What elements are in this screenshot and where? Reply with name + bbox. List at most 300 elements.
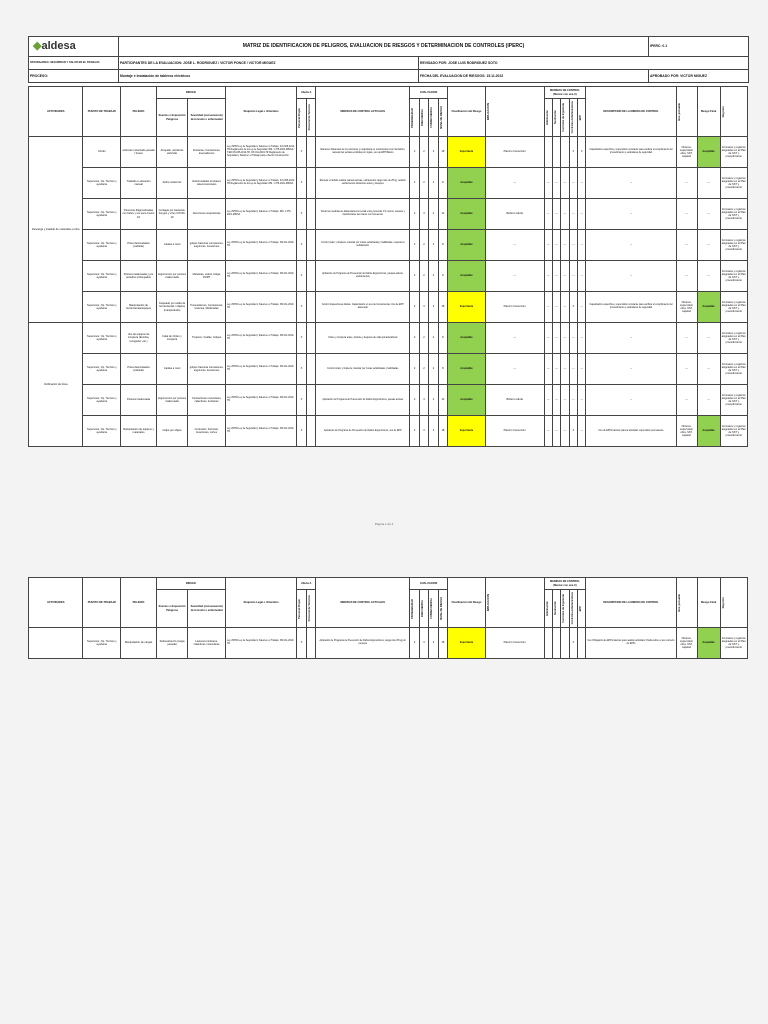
cell-pt (306, 416, 315, 447)
col-eventos: Eventos o Exposición Peligrosa (156, 99, 187, 137)
cell-evento: Golpe por objeto (156, 416, 187, 447)
cell-puesto: Supervisor, Op. Técnico y ayudante (83, 261, 121, 292)
cell-impl: Bioferro Alerta (485, 385, 544, 416)
cell-adm: X (569, 292, 577, 323)
cell-puesto: Supervisor, Op. Técnico y ayudante (83, 385, 121, 416)
cell-impl: Bioferro Alerta (485, 199, 544, 230)
cell-p: 2 (410, 261, 419, 292)
cell-ing: --- (561, 416, 569, 447)
cell-peligro: Postura inadecuada y por periodos prolongados (121, 261, 157, 292)
col-sustitucion: Sustitución (552, 590, 560, 628)
cell-f: 3 (419, 628, 428, 659)
col-clasificacion: Clasificación del Riesgo (448, 578, 486, 628)
col-evaluacion: EVALUACION (410, 578, 448, 590)
cell-p: 2 (410, 385, 419, 416)
cell-f: 2 (419, 230, 428, 261)
cell-eli: --- (544, 323, 552, 354)
cell-med: Aplicación de Programa de Prevención de Daños Ergonómicos, carga máx 25 kg por persona (316, 628, 410, 659)
col-probabilidad: PROBABILIDAD (410, 590, 419, 628)
cell-fin: --- (697, 354, 720, 385)
cell-fin: Aceptable (697, 292, 720, 323)
cell-impl: --- (485, 230, 544, 261)
cell-adm: --- (569, 354, 577, 385)
cell-fin: Aceptable (697, 137, 720, 168)
cell-evento: Golpeado por caída de herramientas / objetos (manipulando) (156, 292, 187, 323)
cell-ing (561, 628, 569, 659)
col-administrativos: Controles Administrativos (569, 590, 577, 628)
cell-ing: --- (561, 354, 569, 385)
cell-req: Ley 29783 Ley de Seguridad y Salud en el Trabajo. DS 011-2019-TR (225, 292, 296, 323)
cell-pt (306, 230, 315, 261)
col-peligro: PELIGRO (121, 578, 157, 628)
cell-sev: Tropiezo, Caídas, Golpes (188, 323, 226, 354)
cell-n: 18 (438, 416, 447, 447)
cell-peligro: Postura inadecuada (121, 385, 157, 416)
table-row (29, 416, 748, 447)
cell-eli: --- (544, 385, 552, 416)
cell-sus: --- (552, 323, 560, 354)
cell-ing: --- (561, 230, 569, 261)
cell-med: Control orden y limpieza, transitar por zonas señalizadas y habilitadas, respetar la señalización (316, 230, 410, 261)
cell-puesto: Supervisor, Op. Técnico y ayudante (83, 168, 121, 199)
table-row (29, 323, 748, 354)
cell-med: Aplicación de Programa de Prevención de Daños Ergonómicos, pausas activas, estiramientos (316, 261, 410, 292)
company-logo: ◆aldesa (29, 37, 119, 57)
cell-evento: Contagio por bacterias, hongos y virus COVID-19 (156, 199, 187, 230)
cell-epp: --- (578, 168, 586, 199)
cell-p: 2 (410, 199, 419, 230)
cell-med: Aplicación de Programa de Prevención de Daños Ergonómicos, uso de EPP (316, 416, 410, 447)
col-eliminacion: Eliminación (544, 99, 552, 137)
cell-reg: Formatos y registros asignados en el Plan de SST y procedimiento (720, 230, 747, 261)
cell-clas: Aceptable (448, 323, 486, 354)
cell-req: Ley 29783 Ley de Seguridad y Salud en el Trabajo. DS 011-2019-TR (225, 230, 296, 261)
cell-sev: Lesiones lumbares, calambres musculares (188, 628, 226, 659)
cell-med: Control inspecciones diarias. Capacitación en uso de herramientas. Uso de EPP adecuado (316, 292, 410, 323)
cell-clas: Importante (448, 416, 486, 447)
cell-f: 2 (419, 261, 428, 292)
col-riesgo: RIESGO (156, 87, 225, 99)
cell-p: 2 (410, 137, 419, 168)
col-personal-propio: Personal Propio (297, 99, 306, 137)
cell-desc: --- (586, 385, 676, 416)
col-sustitucion: Sustitución (552, 99, 560, 137)
table-row (29, 199, 748, 230)
cell-pp: X (297, 199, 306, 230)
cell-n: 8 (438, 261, 447, 292)
cell-req: Ley 29783 Ley de Seguridad y Salud en el Trabajo. DS 011-2019-TR (225, 385, 296, 416)
cell-p: 2 (410, 230, 419, 261)
cell-ing: --- (561, 292, 569, 323)
cell-c: 3 (429, 628, 438, 659)
cell-sev: Molestias, estrés, fatiga, DORT (188, 261, 226, 292)
cell-pt (306, 168, 315, 199)
col-nivel: NIVEL DE RIESGO (438, 99, 447, 137)
cell-ing (561, 137, 569, 168)
cell-pp: X (297, 385, 306, 416)
cell-sus: --- (552, 354, 560, 385)
cell-n: 12 (438, 199, 447, 230)
cell-f: 3 (419, 416, 428, 447)
col-personal-terceros: Personal de Terceros (306, 99, 315, 137)
cell-fin: --- (697, 261, 720, 292)
cell-reg: Formatos y registros asignados en el Plan de SST y procedimiento (720, 323, 747, 354)
cell-eli: --- (544, 354, 552, 385)
col-severidad: Severidad (consecuencia) de la lesión o enfermedad (188, 590, 226, 628)
cell-pp: X (297, 292, 306, 323)
cell-epp: --- (578, 354, 586, 385)
col-afecta: Afecta A (297, 578, 316, 590)
cell-clas: Importante (448, 628, 486, 659)
col-frecuencia: FRECUENCIA (419, 99, 428, 137)
cell-eli: --- (544, 168, 552, 199)
cell-p: 2 (410, 416, 419, 447)
cell-reg: Formatos y registros asignados en el Plan de SST y procedimiento (720, 261, 747, 292)
cell-sus: --- (552, 292, 560, 323)
col-clasificacion: Clasificación del Riesgo (448, 87, 486, 137)
cell-epp (578, 628, 586, 659)
table-row (29, 137, 748, 168)
cell-pt (306, 137, 315, 168)
cell-fin: --- (697, 230, 720, 261)
table-row (29, 168, 748, 199)
cell-peligro: Personas diagnosticadas con fiebre y tos seca Covid-19 (121, 199, 157, 230)
cell-f: 3 (419, 292, 428, 323)
iperc-sheet-page-1 (28, 36, 748, 447)
col-eventos: Eventos o Exposición Peligrosa (156, 590, 187, 628)
col-consecuencia: CONSECUENCIA (429, 99, 438, 137)
cell-adm: --- (569, 230, 577, 261)
cell-fin: Aceptable (697, 628, 720, 659)
cell-f: 3 (419, 385, 428, 416)
cell-peligro: Pisos desnivelados (calzada) (121, 230, 157, 261)
matrix-title: MATRIZ DE IDENTIFICACION DE PELIGROS, EVALUACION DE RIESGOS Y DETERMINACION DE CONTROLES (IPERC) (119, 37, 649, 57)
cell-f: 2 (419, 354, 428, 385)
version-code: IPERC: 0.1 (649, 37, 749, 57)
col-peligro: PELIGRO (121, 87, 157, 137)
cell-act (29, 628, 83, 659)
cell-puesto: Supervisor, Op. Técnico y ayudante (83, 230, 121, 261)
cell-fin: --- (697, 385, 720, 416)
col-puesto: PUESTO DE TRABAJO (83, 578, 121, 628)
table-row (29, 385, 748, 416)
col-requisito: Requisito Legal o Voluntario (225, 578, 296, 628)
cell-fin: --- (697, 168, 720, 199)
cell-c: 2 (429, 168, 438, 199)
cell-sus (552, 137, 560, 168)
cell-evento: Atropello, accidente vehicular (156, 137, 187, 168)
cell-sus: --- (552, 168, 560, 199)
cell-desc: --- (586, 323, 676, 354)
cell-puesto: Supervisor, Op. Técnico y ayudante (83, 292, 121, 323)
cell-puesto: Supervisor, Op. Técnico y ayudante (83, 199, 121, 230)
cell-resp: --- (676, 261, 697, 292)
table-row (29, 628, 748, 659)
cell-pt (306, 323, 315, 354)
cell-clas: Aceptable (448, 385, 486, 416)
cell-evento: Ergonómico por postura inadecuada (156, 261, 187, 292)
cell-clas: Aceptable (448, 168, 486, 199)
cell-resp: --- (676, 323, 697, 354)
cell-reg: Formatos y registros asignados en el Plan de SST y procedimiento (720, 292, 747, 323)
cell-resp: Obreros, supervisión obra, SST, capataz (676, 416, 697, 447)
cell-pp: X (297, 137, 306, 168)
cell-impl: --- (485, 354, 544, 385)
cell-epp: --- (578, 323, 586, 354)
col-consecuencia: CONSECUENCIA (429, 590, 438, 628)
col-evaluacion: EVALUACION (410, 87, 448, 99)
cell-c: 2 (429, 385, 438, 416)
col-registro: Reg istro (720, 578, 747, 628)
cell-pp: X (297, 416, 306, 447)
col-responsable: Res. ponsable (676, 87, 697, 137)
col-ingenieria: Controles de Ingeniería (561, 99, 569, 137)
cell-puesto: Supervisor, Op. Técnico y ayudante (83, 354, 121, 385)
cell-ing: --- (561, 385, 569, 416)
cell-c: 3 (429, 137, 438, 168)
page-footer: Página 1 de 2 (374, 522, 394, 526)
cell-peligro: vehículo motorizado pesado / buses (121, 137, 157, 168)
col-puesto: PUESTO DE TRABAJO (83, 87, 121, 137)
table-row (29, 354, 748, 385)
cell-epp: --- (578, 230, 586, 261)
cell-sev: Enfermedades lumbares osteomusculares (188, 168, 226, 199)
cell-sev: Contusión, fracturas, luxaciones, cortes (188, 416, 226, 447)
cell-ing: --- (561, 323, 569, 354)
col-riesgo-final: Riesgo Final (697, 578, 720, 628)
cell-adm: --- (569, 323, 577, 354)
col-epp: EPP (578, 99, 586, 137)
iperc-header-table (28, 36, 749, 83)
cell-req: Ley 29783 Ley de Seguridad y Salud en el Trabajo. DS 011-2019-TR (225, 323, 296, 354)
cell-pp: X (297, 354, 306, 385)
cell-req: Ley 29783 Ley de Seguridad y Salud en el Trabajo. D.S.005-2012-TR Reglamento de la Ley de Seguridad. RM. 1 375-2021-MINSA (225, 168, 296, 199)
process-label: PROCESO: (29, 70, 119, 83)
cell-resp: --- (676, 199, 697, 230)
cell-clas: Importante (448, 292, 486, 323)
cell-pt (306, 292, 315, 323)
cell-adm: --- (569, 199, 577, 230)
cell-desc: --- (586, 354, 676, 385)
cell-act: Verificación del Área (29, 323, 83, 447)
evaluation-date: FECHA DEL EVALUACION DE RIESGOS: 15.11.2022 (419, 70, 649, 83)
iperc-main-table-page-2 (28, 577, 748, 659)
cell-impl: Plan/no Corrección (485, 292, 544, 323)
cell-reg: Formatos y registros asignados en el Plan de SST y procedimiento (720, 416, 747, 447)
cell-resp: Obreros, supervisión obra, SST, capataz (676, 628, 697, 659)
cell-fin: --- (697, 323, 720, 354)
cell-req: Ley 29783 Ley de Seguridad y Salud en el Trabajo. DS 011-2019-TR (225, 261, 296, 292)
cell-adm: --- (569, 168, 577, 199)
cell-sev: golpes fracturas contusiones, esguinces, luxaciones (188, 354, 226, 385)
col-descripcion: DESCRIPCION DE LA MEDIDA DE CONTROL (586, 87, 676, 137)
cell-req: Ley 29783 Ley de Seguridad y Salud en el Trabajo. D.S.005-2012-TR Reglamento de la Ley de Seguridad. RM. 1 375-2021-MINSA / T.ED DS.005-2012-TR. DS 011-2019-TR Reglamento de Seguridad y Salud en el Trabajo para el Sector Construcción (225, 137, 296, 168)
cell-reg: Formatos y registros asignados en el Plan de SST y procedimiento (720, 385, 747, 416)
table-row (29, 261, 748, 292)
cell-fin: --- (697, 199, 720, 230)
cell-epp: --- (578, 261, 586, 292)
cell-f: 2 (419, 168, 428, 199)
cell-fin: Aceptable (697, 416, 720, 447)
cell-adm: X (569, 137, 577, 168)
cell-med: Mantener distancias de los camiones y maquinaria en movimientos (con Semáforo, respetar las señales emitidas por vigías, uso de EPP Básico (316, 137, 410, 168)
cell-clas: Aceptable (448, 354, 486, 385)
cell-impl: Plan/no Corrección (485, 416, 544, 447)
cell-clas: Aceptable (448, 230, 486, 261)
cell-req: Ley 29783 Ley de Seguridad y Salud en el Trabajo. DS 011-2019-TR (225, 628, 296, 659)
cell-pp: X (297, 168, 306, 199)
col-medidas: MEDIDAS DE CONTROL ACTUALES (316, 578, 410, 628)
col-implicacion: IMPLICACION (485, 578, 544, 628)
cell-n: 12 (438, 385, 447, 416)
cell-evento: Ergonómico por postura inadecuada (156, 385, 187, 416)
cell-peligro: Manipulación de equipos y materiales (121, 416, 157, 447)
cell-peligro: Manipulación de cargas (121, 628, 157, 659)
cell-n: 8 (438, 168, 447, 199)
cell-pp: X (297, 230, 306, 261)
cell-clas: Aceptable (448, 199, 486, 230)
cell-p: 2 (410, 323, 419, 354)
cell-reg: Formatos y registros asignados en el Plan de SST y procedimiento (720, 354, 747, 385)
col-medidas: MEDIDAS DE CONTROL ACTUALES (316, 87, 410, 137)
cell-req: Ley 29783 Ley de Seguridad y Salud en el Trabajo. DS 011-2019-TR (225, 354, 296, 385)
cell-epp: X (578, 137, 586, 168)
table-body (29, 137, 748, 447)
cell-resp: --- (676, 385, 697, 416)
col-requisito: Requisito Legal o Voluntario (225, 87, 296, 137)
table-header (29, 87, 748, 137)
cell-desc: Capacitación específica y supervisión constante para verificar el cumplimiento del procedimiento y estándares de seguridad (586, 137, 676, 168)
cell-epp: --- (578, 199, 586, 230)
cell-epp: --- (578, 292, 586, 323)
cell-evento: Caídas a nivel (156, 354, 187, 385)
cell-f: 3 (419, 199, 428, 230)
process-name: Montaje e Instalación de tableros eléctricos (119, 70, 419, 83)
cell-desc: --- (586, 230, 676, 261)
cell-ing: --- (561, 199, 569, 230)
cell-sus: --- (552, 230, 560, 261)
cell-sev: Fracturas, Contusiones, traumatismos (188, 137, 226, 168)
cell-reg: Formatos y registros asignados en el Plan de SST y procedimiento (720, 137, 747, 168)
cell-reg: Formatos y registros asignados en el Plan de SST y procedimiento (720, 199, 747, 230)
cell-desc: Uso Obligatorio de EPPs básicos para realizar actividad. Charla sobre el uso correcto de EPPs (586, 628, 676, 659)
cell-pt (306, 199, 315, 230)
cell-p: 2 (410, 292, 419, 323)
cell-eli (544, 628, 552, 659)
cell-adm: X (569, 416, 577, 447)
cell-desc: --- (586, 168, 676, 199)
cell-f: 2 (419, 323, 428, 354)
cell-c: 2 (429, 354, 438, 385)
cell-peligro: Traslado o elevación manual (121, 168, 157, 199)
cell-med: Control orden y limpieza, transitar por zonas señalizadas y habilitadas (316, 354, 410, 385)
table-row (29, 230, 748, 261)
cell-evento: Sobre esfuerzos (156, 168, 187, 199)
cell-eli: --- (544, 261, 552, 292)
cell-evento: Falta de Orden y Limpieza (156, 323, 187, 354)
col-frecuencia: FRECUENCIA (419, 590, 428, 628)
cell-pp: X (297, 628, 306, 659)
cell-puesto: Chofer (83, 137, 121, 168)
cell-req: Ley 29783 Ley de Seguridad y Salud en el Trabajo. RM. 1 375-2021-MINSA (225, 199, 296, 230)
table-body-page-2 (29, 628, 748, 659)
cell-resp: Obreros, supervisión obra, SST, capataz (676, 137, 697, 168)
cell-resp: --- (676, 354, 697, 385)
col-riesgo-final: Riesgo Final (697, 87, 720, 137)
cell-c: 3 (429, 292, 438, 323)
cell-n: 8 (438, 230, 447, 261)
col-medidas-nuevas: MEDIDAS DE CONTROL (Marcar con una X) (544, 578, 586, 590)
col-ingenieria: Controles de Ingeniería (561, 590, 569, 628)
col-implicacion: IMPLICACION (485, 87, 544, 137)
cell-pt (306, 261, 315, 292)
cell-p: 2 (410, 354, 419, 385)
cell-med: Orden y Limpieza antes, durante y después de cada jornada laboral (316, 323, 410, 354)
cell-desc: Capacitación específica y supervisión constante para verificar el cumplimiento del procedimiento y estándares de seguridad (586, 292, 676, 323)
cell-eli: --- (544, 199, 552, 230)
cell-n: 8 (438, 354, 447, 385)
cell-pp: X (297, 261, 306, 292)
cell-c: 2 (429, 261, 438, 292)
cell-adm: --- (569, 261, 577, 292)
cell-epp: --- (578, 416, 586, 447)
cell-n: 18 (438, 137, 447, 168)
col-riesgo: RIESGO (156, 578, 225, 590)
cell-clas: Aceptable (448, 261, 486, 292)
cell-eli: --- (544, 292, 552, 323)
cell-c: 2 (429, 230, 438, 261)
cell-sev: Contracturas musculares, calambres, lumbares (188, 385, 226, 416)
cell-resp: Obreros, supervisión obra, SST, capataz (676, 292, 697, 323)
cell-pt (306, 385, 315, 416)
cell-epp: --- (578, 385, 586, 416)
cell-n: 8 (438, 323, 447, 354)
cell-peligro: Uso de equipos de Limpieza (Escoba, recogedor, etc.) (121, 323, 157, 354)
cell-reg: Formatos y registros asignados en el Plan de SST y procedimiento (720, 168, 747, 199)
col-nivel: NIVEL DE RIESGO (438, 590, 447, 628)
cell-peligro: Manipulación de herramientas/equipos (121, 292, 157, 323)
cell-med: Efectuar el debido realizar pausas activas, estiramiento carga máx de 25 kg, realizar estiramientos dinámicos antes y después (316, 168, 410, 199)
cell-pt (306, 354, 315, 385)
cell-sus (552, 628, 560, 659)
cell-n: 18 (438, 628, 447, 659)
iperc-sheet-page-2 (28, 577, 748, 659)
cell-pp: X (297, 323, 306, 354)
col-descripcion: DESCRIPCION DE LA MEDIDA DE CONTROL (586, 578, 676, 628)
cell-c: 2 (429, 323, 438, 354)
cell-n: 18 (438, 292, 447, 323)
cell-f: 2 (419, 137, 428, 168)
cell-p: 2 (410, 168, 419, 199)
cell-resp: --- (676, 230, 697, 261)
area-label: OFICINA/AREA: SEGURIDAD Y SALUD EN EL TRABAJO (29, 57, 119, 70)
cell-evento: Caídas a nivel (156, 230, 187, 261)
cell-sus: --- (552, 261, 560, 292)
cell-resp: --- (676, 168, 697, 199)
cell-req: Ley 29783 Ley de Seguridad y Salud en el Trabajo. DS 011-2019-TR (225, 416, 296, 447)
cell-impl: Plan/no Corrección (485, 137, 544, 168)
col-personal-terceros: Personal de Terceros (306, 590, 315, 628)
cell-puesto: Supervisor, Op. Técnico y ayudante (83, 416, 121, 447)
cell-sev: Traumatismos, Contusiones, lesiones, Moderadas (188, 292, 226, 323)
col-responsable: Res. ponsable (676, 578, 697, 628)
cell-ing: --- (561, 168, 569, 199)
cell-c: 3 (429, 416, 438, 447)
cell-sus: --- (552, 199, 560, 230)
cell-eli: --- (544, 416, 552, 447)
cell-impl: --- (485, 261, 544, 292)
cell-sev: golpes fracturas contusiones, esguinces, luxaciones (188, 230, 226, 261)
